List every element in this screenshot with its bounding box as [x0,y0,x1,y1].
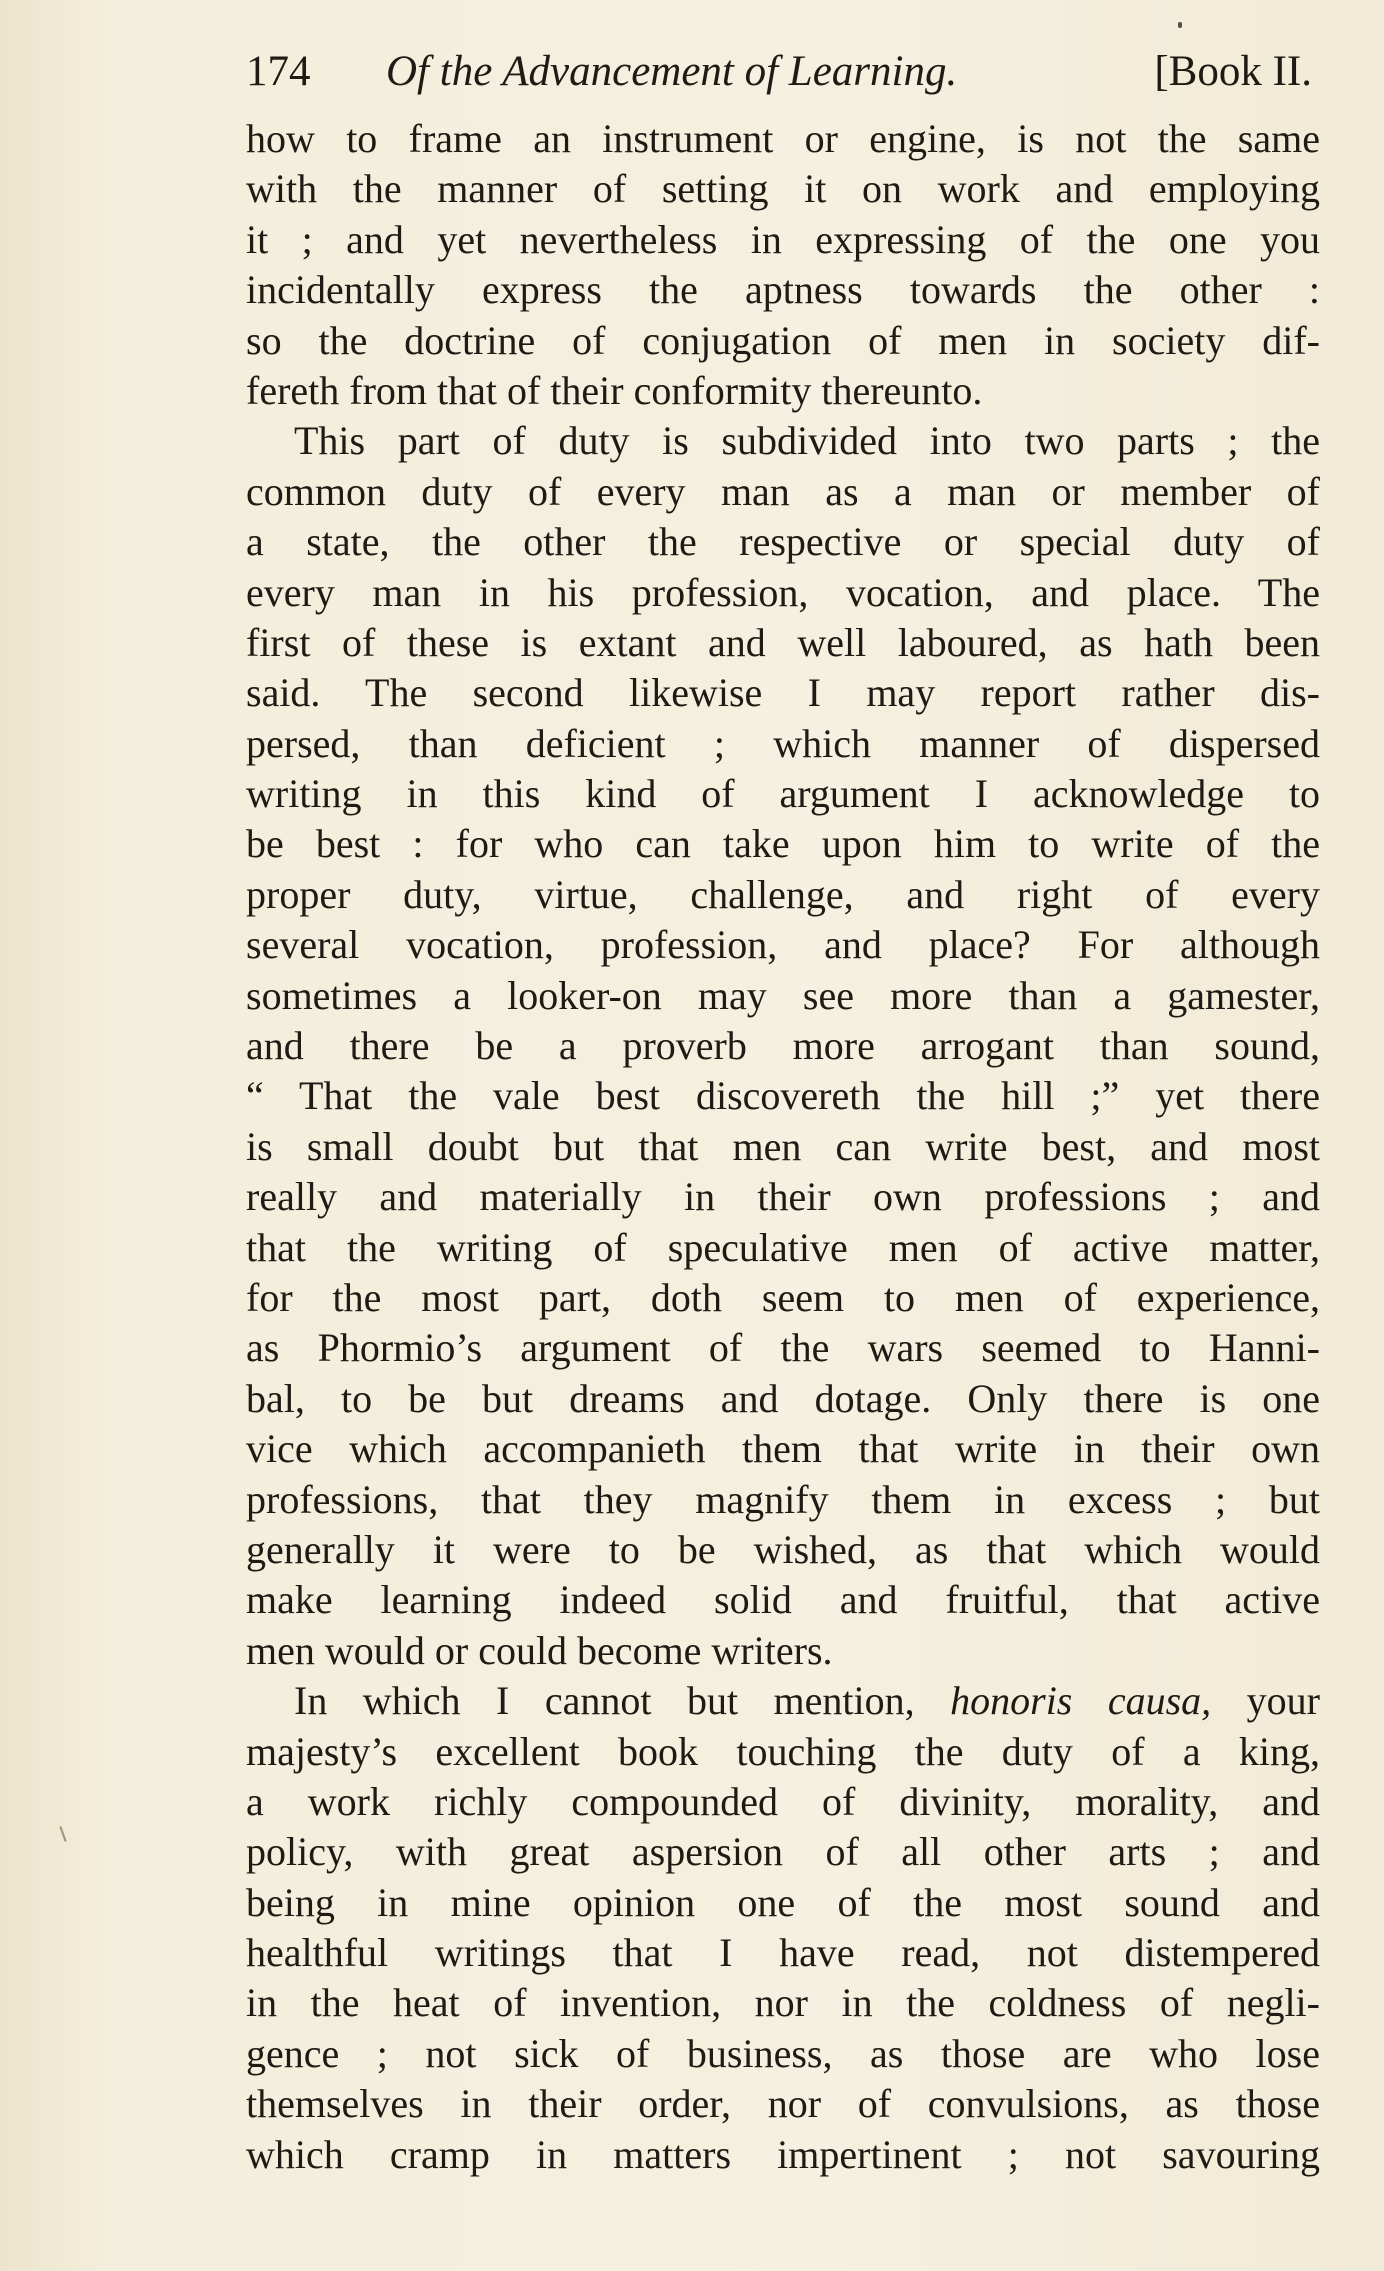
text-line: This part of duty is subdivided into two parts ; the [294,418,1320,464]
text-line: every man in his profession, vocation, and place. The [246,569,1320,615]
text-line: vice which accompanieth them that write in their own [246,1426,1320,1472]
text-line: as Phormio’s argument of the wars seemed to Hanni- [246,1325,1320,1371]
text-line: several vocation, profession, and place? For although [246,922,1320,968]
text-line: generally it were to be wished, as that which would [246,1526,1320,1572]
text-line: majesty’s excellent book touching the duty of a king, [246,1728,1320,1774]
text-line: “ That the vale best discovereth the hill ;” yet there [246,1073,1320,1119]
text-line: themselves in their order, nor of convulsions, as those [246,2081,1320,2127]
ink-speck [1178,22,1182,28]
text-line: first of these is extant and well laboured, as hath been [246,619,1320,665]
text-line: being in mine opinion one of the most sound and [246,1879,1320,1925]
text-line: a state, the other the respective or special duty of [246,519,1320,565]
text-line: policy, with great aspersion of all other arts ; and [246,1829,1320,1875]
text-line: that the writing of speculative men of active matter, [246,1224,1320,1270]
text-line: with the manner of setting it on work and employing [246,166,1320,212]
text-line: and there be a proverb more arrogant than sound, [246,1023,1320,1069]
running-header [246,42,1326,102]
text-segment: In which I cannot but mention, [294,1678,915,1724]
book-label: [Book II. [1154,48,1312,95]
text-line: in the heat of invention, nor in the coldness of negli- [246,1980,1320,2026]
text-line: persed, than deficient ; which manner of dispersed [246,720,1320,766]
text-line: proper duty, virtue, challenge, and right of every [246,871,1320,917]
text-line: said. The second likewise I may report rather dis- [246,670,1320,716]
text-line: a work richly compounded of divinity, morality, and [246,1778,1320,1824]
text-line: incidentally express the aptness towards the other : [246,267,1320,313]
text-segment: your [1246,1678,1320,1724]
text-line: healthful writings that I have read, not distempered [246,1930,1320,1976]
text-line-mixed [246,1676,1320,1726]
text-line: really and materially in their own professions ; and [246,1174,1320,1220]
text-line: for the most part, doth seem to men of experience, [246,1274,1320,1320]
text-line: so the doctrine of conjugation of men in society dif- [246,317,1320,363]
text-line: how to frame an instrument or engine, is not the same [246,116,1320,161]
italic-phrase: honoris causa, [950,1678,1212,1724]
text-line: bal, to be but dreams and dotage. Only there is one [246,1375,1320,1421]
text-line: gence ; not sick of business, as those are who lose [246,2030,1320,2076]
text-line: sometimes a looker-on may see more than a gamester, [246,972,1320,1018]
text-line: be best : for who can take upon him to write of the [246,821,1320,867]
text-line: men would or could become writers. [246,1627,833,1673]
text-line: professions, that they magnify them in excess ; but [246,1476,1320,1522]
text-line: is small doubt but that men can write best, and most [246,1123,1320,1169]
text-line: writing in this kind of argument I acknowledge to [246,771,1320,817]
text-line: it ; and yet nevertheless in expressing of the one you [246,216,1320,262]
text-line: which cramp in matters impertinent ; not savouring [246,2131,1320,2177]
page-number: 174 [246,48,311,95]
running-title: Of the Advancement of Learning. [386,48,958,95]
text-line: common duty of every man as a man or member of [246,468,1320,514]
margin-mark [59,1826,66,1842]
text-line: fereth from that of their conformity thereunto. [246,367,983,413]
body-text [246,114,1320,2180]
text-line: make learning indeed solid and fruitful, that active [246,1577,1320,1623]
